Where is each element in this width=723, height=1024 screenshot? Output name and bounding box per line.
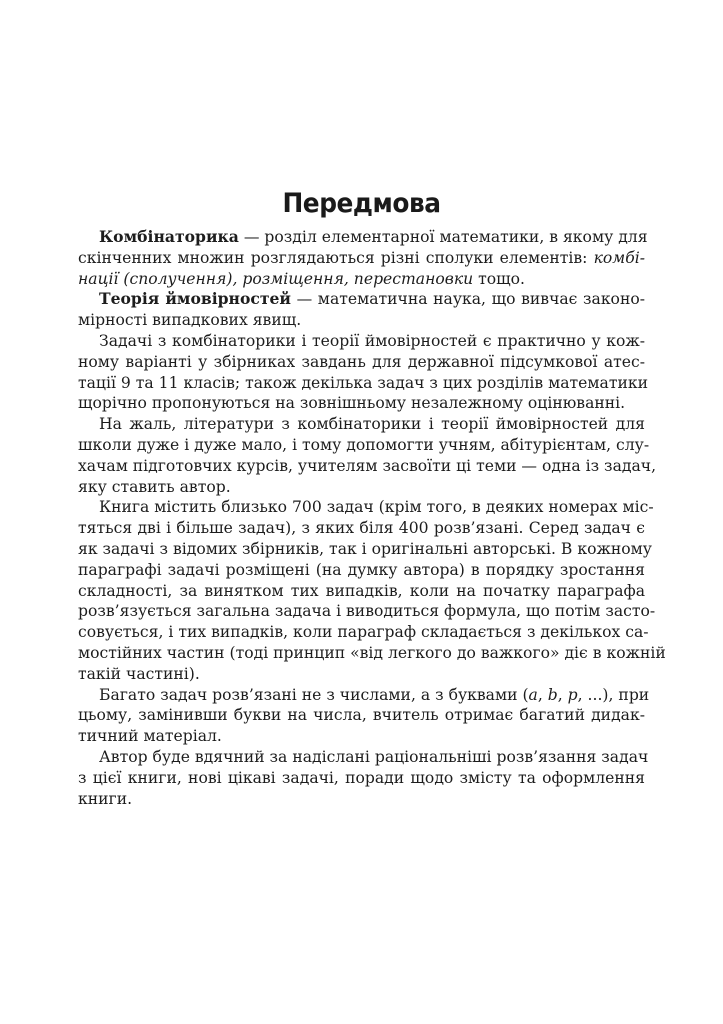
text-line: [78, 622, 649, 643]
italic-text: нації (сполучення), розміщення, перестановки: [78, 269, 474, 288]
paragraph: [78, 497, 666, 684]
text-run: тощо.: [473, 269, 526, 288]
text-line: [78, 289, 645, 310]
text-line: [78, 601, 656, 622]
text-run: такій частині).: [78, 664, 200, 683]
text-run: На жаль, літератури з комбінаторики і теорії ймовірностей для: [99, 415, 645, 434]
text-line: [78, 393, 645, 414]
text-run: Автор буде вдячний за надіслані раціональніші розв’язання задач: [99, 747, 649, 766]
text-run: параграфі задачі розміщені (на думку автора) в порядку зростання: [78, 560, 645, 579]
text-run: ,: [557, 685, 568, 704]
text-line: [78, 664, 645, 685]
text-run: тації 9 та 11 класів; також декілька задач з цих розділів математики: [78, 373, 648, 392]
text-line: [78, 227, 648, 248]
text-run: Книга містить близько 700 задач (крім того, в деяких номерах міс-: [99, 498, 654, 517]
text-run: ному варіанті у збірниках завдань для державної підсумкової атес-: [78, 352, 645, 371]
italic-text: комбі-: [593, 248, 645, 267]
text-run: Багато задач розв’язані не з числами, а з буквами (: [99, 685, 529, 704]
italic-text: a: [528, 685, 538, 704]
text-line: [78, 518, 645, 539]
text-line: [78, 477, 645, 498]
text-line: [78, 352, 645, 373]
text-line: [78, 705, 645, 726]
paragraph: [78, 289, 645, 331]
text-line: [78, 539, 652, 560]
text-run: розв’язується загальна задача і виводиться формула, що потім засто-: [78, 602, 656, 621]
bold-term: Комбінаторика: [99, 227, 239, 246]
text-run: книги.: [78, 789, 133, 808]
text-run: школи дуже і дуже мало, і тому допомогти учням, абітурієнтам, слу-: [78, 435, 650, 454]
italic-text: b: [547, 685, 558, 704]
text-run: тяться дві і більше задач), з яких біля 400 розв’язані. Серед задач є: [78, 519, 645, 538]
text-run: — математична наука, що вивчає законо-: [291, 290, 646, 309]
text-line: [78, 310, 645, 331]
text-run: як задачі з відомих збірників, так і оригінальні авторські. В кожному: [78, 539, 652, 558]
text-line: [78, 435, 650, 456]
paragraph: [78, 227, 648, 289]
text-run: щорічно пропонуються на зовнішньому незалежному оцінюванні.: [78, 394, 626, 413]
italic-text: p: [567, 685, 578, 704]
text-run: , ...), при: [577, 685, 650, 704]
text-line: [78, 331, 645, 352]
text-line: [78, 497, 654, 518]
text-run: тичний матеріал.: [78, 727, 222, 746]
text-line: [78, 789, 645, 810]
text-line: [78, 248, 645, 269]
text-line: [78, 643, 666, 664]
text-run: — розділ елементарної математики, в якому для: [238, 228, 648, 246]
text-run: Задачі з комбінаторики і теорії ймовірностей є практично у кож-: [99, 331, 645, 350]
text-line: [78, 768, 645, 789]
text-line: [78, 726, 645, 747]
paragraph: [78, 685, 650, 747]
text-run: ,: [537, 685, 548, 704]
text-line: [78, 373, 648, 394]
text-line: [78, 685, 650, 706]
text-run: мостійних частин (тоді принцип «від легкого до важкого» діє в кожній: [78, 643, 666, 662]
text-run: скінченних множин розглядаються різні сполуки елементів:: [78, 248, 594, 267]
text-line: [78, 456, 657, 477]
paragraph: [78, 414, 657, 497]
text-line: [78, 581, 645, 602]
bold-term: Теорія ймовірностей: [99, 289, 291, 309]
text-line: [78, 269, 645, 290]
text-line: [78, 560, 645, 581]
text-run: складності, за винятком тих випадків, коли на початку параграфа: [78, 581, 645, 600]
paragraph: [78, 747, 649, 809]
text-run: яку ставить автор.: [78, 477, 231, 496]
page-title: Передмова: [282, 188, 441, 219]
text-run: хачам підготовчих курсів, учителям засвоїти ці теми — одна із задач,: [78, 456, 657, 475]
preface-body: [78, 227, 666, 809]
text-line: [78, 747, 649, 768]
text-run: совується, і тих випадків, коли параграф складається з декількох са-: [78, 623, 649, 642]
text-run: мірності випадкових явищ.: [78, 311, 302, 330]
text-run: цьому, замінивши букви на числа, вчитель отримає багатий дидак-: [78, 706, 645, 725]
text-run: з цієї книги, нові цікаві задачі, поради щодо змісту та оформлення: [78, 768, 645, 787]
paragraph: [78, 331, 648, 414]
text-line: [78, 414, 645, 435]
